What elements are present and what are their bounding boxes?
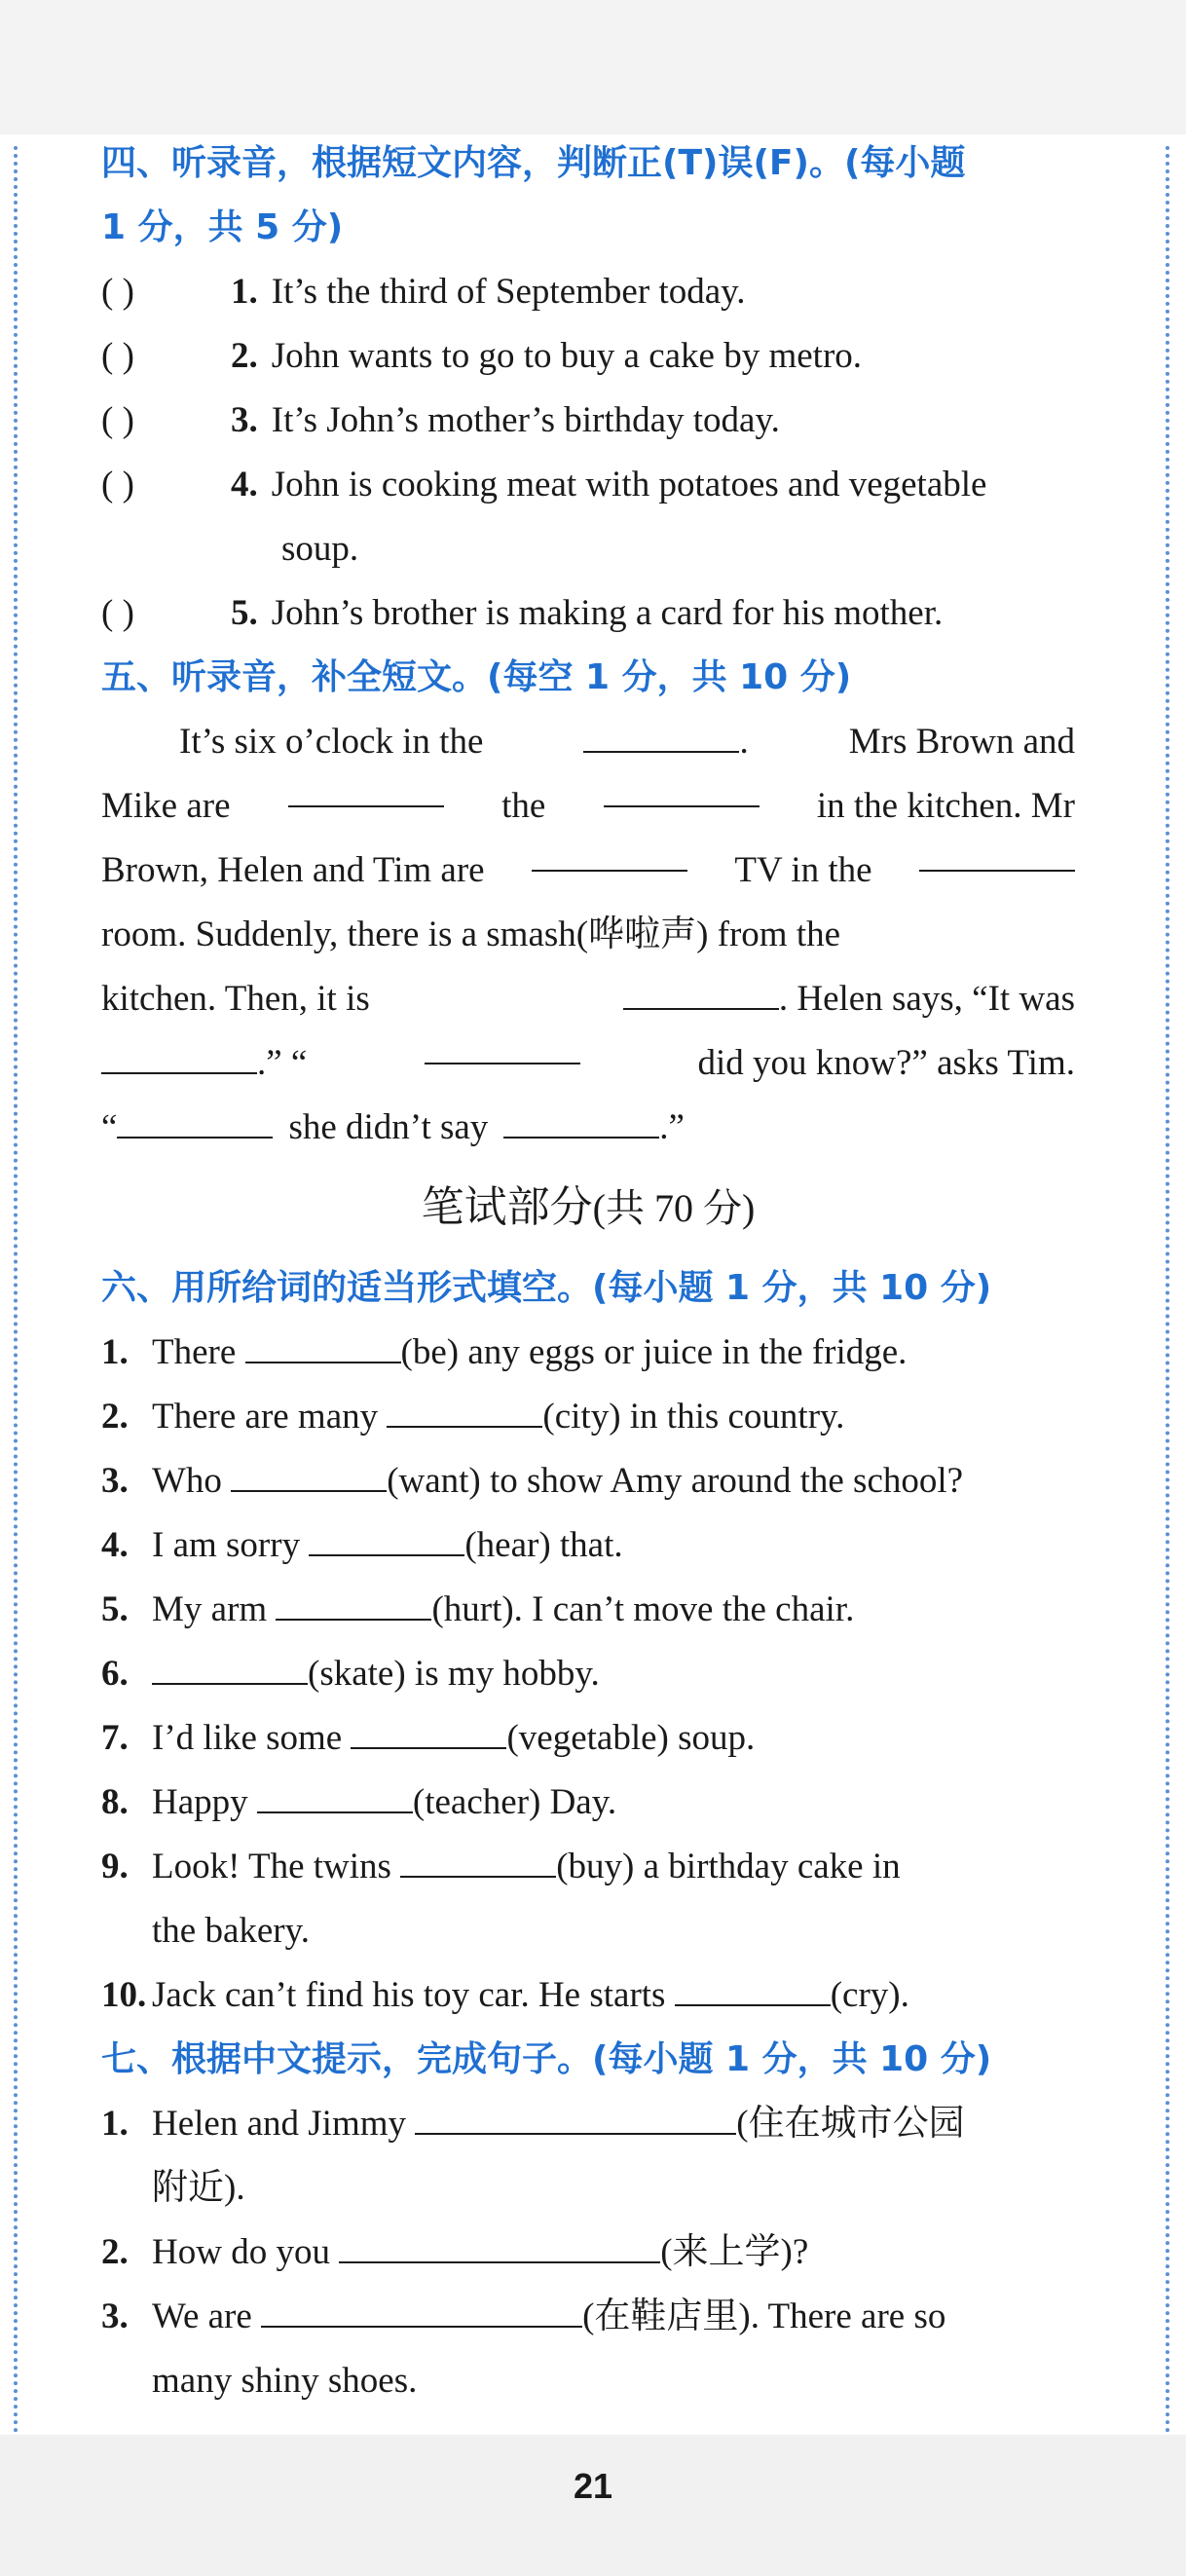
blank[interactable] <box>583 720 739 753</box>
blank[interactable] <box>101 1041 257 1074</box>
page-number: 21 <box>573 2466 613 2506</box>
blank[interactable] <box>276 1587 431 1621</box>
blank[interactable] <box>532 839 687 872</box>
blank[interactable] <box>415 2102 736 2135</box>
blank[interactable] <box>351 1716 506 1749</box>
blank[interactable] <box>400 1845 556 1878</box>
blank[interactable] <box>288 774 444 807</box>
blank[interactable] <box>503 1105 659 1139</box>
fill-item-4: 4. I am sorry (hear) that. <box>101 1525 623 1565</box>
tf-item-1: ( ) 1. It’s the third of September today. <box>101 272 746 312</box>
blank[interactable] <box>231 1459 387 1492</box>
worksheet-content <box>101 131 1075 2413</box>
fill-item-6: 6. (skate) is my hobby. <box>101 1654 600 1694</box>
blank[interactable] <box>257 1780 413 1813</box>
section7-heading: 七、根据中文提示，完成句子。(每小题 1 分，共 10 分) <box>101 2039 992 2079</box>
fill-item-7: 7. I’d like some (vegetable) soup. <box>101 1718 756 1758</box>
fill-item-2: 2. There are many (city) in this country. <box>101 1397 845 1437</box>
blank[interactable] <box>387 1395 542 1428</box>
fill-item-10: 10. Jack can’t find his toy car. He starts (cry). <box>101 1975 909 2015</box>
fill-item-8: 8. Happy (teacher) Day. <box>101 1782 617 1822</box>
blank[interactable] <box>623 977 779 1010</box>
tf-item-4-cont: soup. <box>281 529 359 569</box>
section4-heading: 四、听录音，根据短文内容，判断正(T)误(F)。(每小题 1 分，共 5 分) <box>101 143 966 247</box>
fill-item-3: 3. Who (want) to show Amy around the school? <box>101 1461 964 1501</box>
written-section-title: 笔试部分(共 70 分) <box>421 1182 756 1232</box>
fill-item-5: 5. My arm (hurt). I can’t move the chair. <box>101 1589 855 1629</box>
blank[interactable] <box>117 1105 273 1139</box>
blank[interactable] <box>425 1031 580 1064</box>
blank[interactable] <box>261 2295 582 2328</box>
translate-item-1-cont: 附近). <box>152 2168 245 2208</box>
tf-item-3: ( ) 3. It’s John’s mother’s birthday today. <box>101 400 780 440</box>
section6-heading: 六、用所给词的适当形式填空。(每小题 1 分，共 10 分) <box>101 1268 992 1308</box>
left-dotted-border <box>14 146 18 2435</box>
translate-item-3: 3. We are (在鞋店里). There are so <box>101 2296 946 2336</box>
blank[interactable] <box>339 2230 660 2263</box>
blank[interactable] <box>604 774 760 807</box>
blank[interactable] <box>152 1652 308 1685</box>
tf-item-4: ( ) 4. John is cooking meat with potatoes and vegetable <box>101 465 987 504</box>
translate-item-2: 2. How do you (来上学)? <box>101 2232 809 2272</box>
tf-item-5: ( ) 5. John’s brother is making a card for his mother. <box>101 593 944 633</box>
blank[interactable] <box>309 1523 464 1556</box>
blank[interactable] <box>919 839 1075 872</box>
cloze-passage: It’s six o’clock in the . Mrs Brown and Mike are the in the kitchen. Mr Brown, Helen and Tim are TV in the room. Suddenly, there is a smash(哗啦声) from the kitchen. Then, it is . Helen says, “It was .” “ did you know?” asks Tim. “ she didn’t say .” <box>101 722 1075 1147</box>
section5-heading: 五、听录音，补全短文。(每空 1 分，共 10 分) <box>101 657 852 697</box>
blank[interactable] <box>245 1330 401 1363</box>
fill-item-9-cont: the bakery. <box>152 1911 310 1951</box>
translate-item-1: 1. Helen and Jimmy (住在城市公园 <box>101 2104 965 2144</box>
fill-item-1: 1. There (be) any eggs or juice in the fridge. <box>101 1332 908 1372</box>
blank[interactable] <box>675 1973 831 2006</box>
tf-item-2: ( ) 2. John wants to go to buy a cake by metro. <box>101 336 863 376</box>
fill-item-9: 9. Look! The twins (buy) a birthday cake in <box>101 1847 901 1886</box>
top-margin <box>0 0 1186 134</box>
right-dotted-border <box>1166 146 1169 2435</box>
translate-item-3-cont: many shiny shoes. <box>152 2361 418 2401</box>
